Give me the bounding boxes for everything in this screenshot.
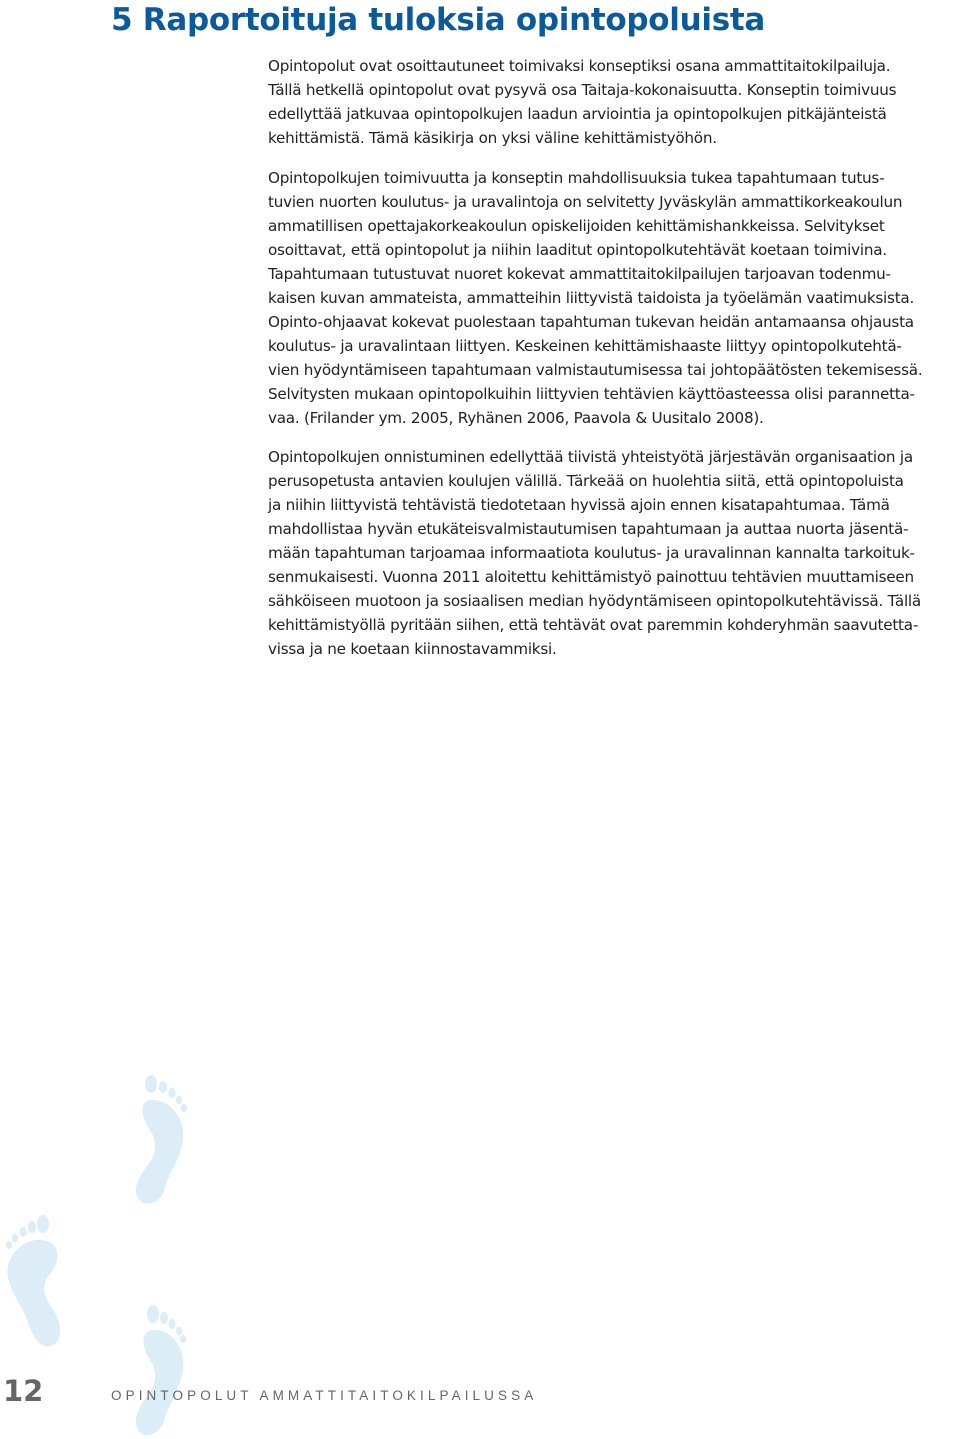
text-line: mahdollistaa hyvän etukäteisvalmistautumisen tapahtumaan ja auttaa nuorta jäsentä- (268, 520, 909, 538)
text-line: Opinto-ohjaavat kokevat puolestaan tapahtuman tukevan heidän antamaansa ohjausta (268, 313, 914, 331)
text-line: vien hyödyntämiseen tapahtumaan valmistautumisessa tai johtopäätösten tekemisessä. (268, 361, 923, 379)
text-line: Opintopolkujen onnistuminen edellyttää tiivistä yhteistyötä järjestävän organisaation ja (268, 448, 913, 466)
text-line: edellyttää jatkuvaa opintopolkujen laadun arviointia ja opintopolkujen pitkäjänteistä (268, 105, 887, 123)
text-line: Tapahtumaan tutustuvat nuoret kokevat ammattitaitokilpailujen tarjoavan todenmu- (268, 265, 891, 283)
text-line: koulutus- ja uravalintaan liittyen. Keskeinen kehittämishaaste liittyy opintopolkutehtä- (268, 337, 902, 355)
text-line: Tällä hetkellä opintopolut ovat pysyvä osa Taitaja-kokonaisuutta. Konseptin toimivuus (268, 81, 897, 99)
footprint-icon (120, 1300, 192, 1439)
page-title: 5 Raportoituja tuloksia opintopoluista (111, 2, 766, 38)
paragraph-2 (268, 166, 958, 430)
text-line: kaisen kuvan ammateista, ammatteihin liittyvistä taidoista ja työelämän vaatimuksista. (268, 289, 915, 307)
running-title: OPINTOPOLUT AMMATTITAITOKILPAILUSSA (111, 1388, 538, 1403)
text-line: senmukaisesti. Vuonna 2011 aloitettu kehittämistyö painottuu tehtävien muuttamiseen (268, 568, 914, 586)
text-line: ammatillisen opettajakorkeakoulun opiskelijoiden kehittämishankkeissa. Selvitykset (268, 217, 885, 235)
text-line: osoittavat, että opintopolut ja niihin laaditut opintopolkutehtävät koetaan toimivina. (268, 241, 887, 259)
text-line: tuvien nuorten koulutus- ja uravalintoja on selvitetty Jyväskylän ammattikorkeakoulun (268, 193, 903, 211)
text-line: Selvitysten mukaan opintopolkuihin liittyvien tehtävien käyttöasteessa olisi parannetta- (268, 385, 915, 403)
text-line: ja niihin liittyvistä tehtävistä tiedotetaan hyvissä ajoin ennen kisatapahtumaa. Tämä (268, 496, 890, 514)
footprint-icon (2, 1212, 68, 1352)
text-line: kehittämistyöllä pyritään siihen, että tehtävät ovat paremmin kohderyhmän saavutetta- (268, 616, 919, 634)
text-line: perusopetusta antavien koulujen välillä. Tärkeää on huolehtia siitä, että opintopoluista (268, 472, 904, 490)
paragraph-3 (268, 445, 958, 661)
text-line: Opintopolut ovat osoittautuneet toimivaksi konseptiksi osana ammattitaitokilpailuja. (268, 57, 891, 75)
text-line: vaa. (Frilander ym. 2005, Ryhänen 2006, Paavola & Uusitalo 2008). (268, 409, 764, 427)
text-line: kehittämistä. Tämä käsikirja on yksi väline kehittämistyöhön. (268, 129, 717, 147)
text-line: mään tapahtuman tarjoamaa informaatiota koulutus- ja uravalinnan kannalta tarkoituk- (268, 544, 915, 562)
paragraph-1 (268, 54, 958, 150)
footprint-icon (120, 1070, 192, 1210)
text-line: sähköiseen muotoon ja sosiaalisen median hyödyntämiseen opintopolkutehtävissä. Tällä (268, 592, 921, 610)
text-line: Opintopolkujen toimivuutta ja konseptin mahdollisuuksia tukea tapahtumaan tutus- (268, 169, 885, 187)
page-number: 12 (3, 1374, 44, 1408)
text-line: vissa ja ne koetaan kiinnostavammiksi. (268, 640, 557, 658)
